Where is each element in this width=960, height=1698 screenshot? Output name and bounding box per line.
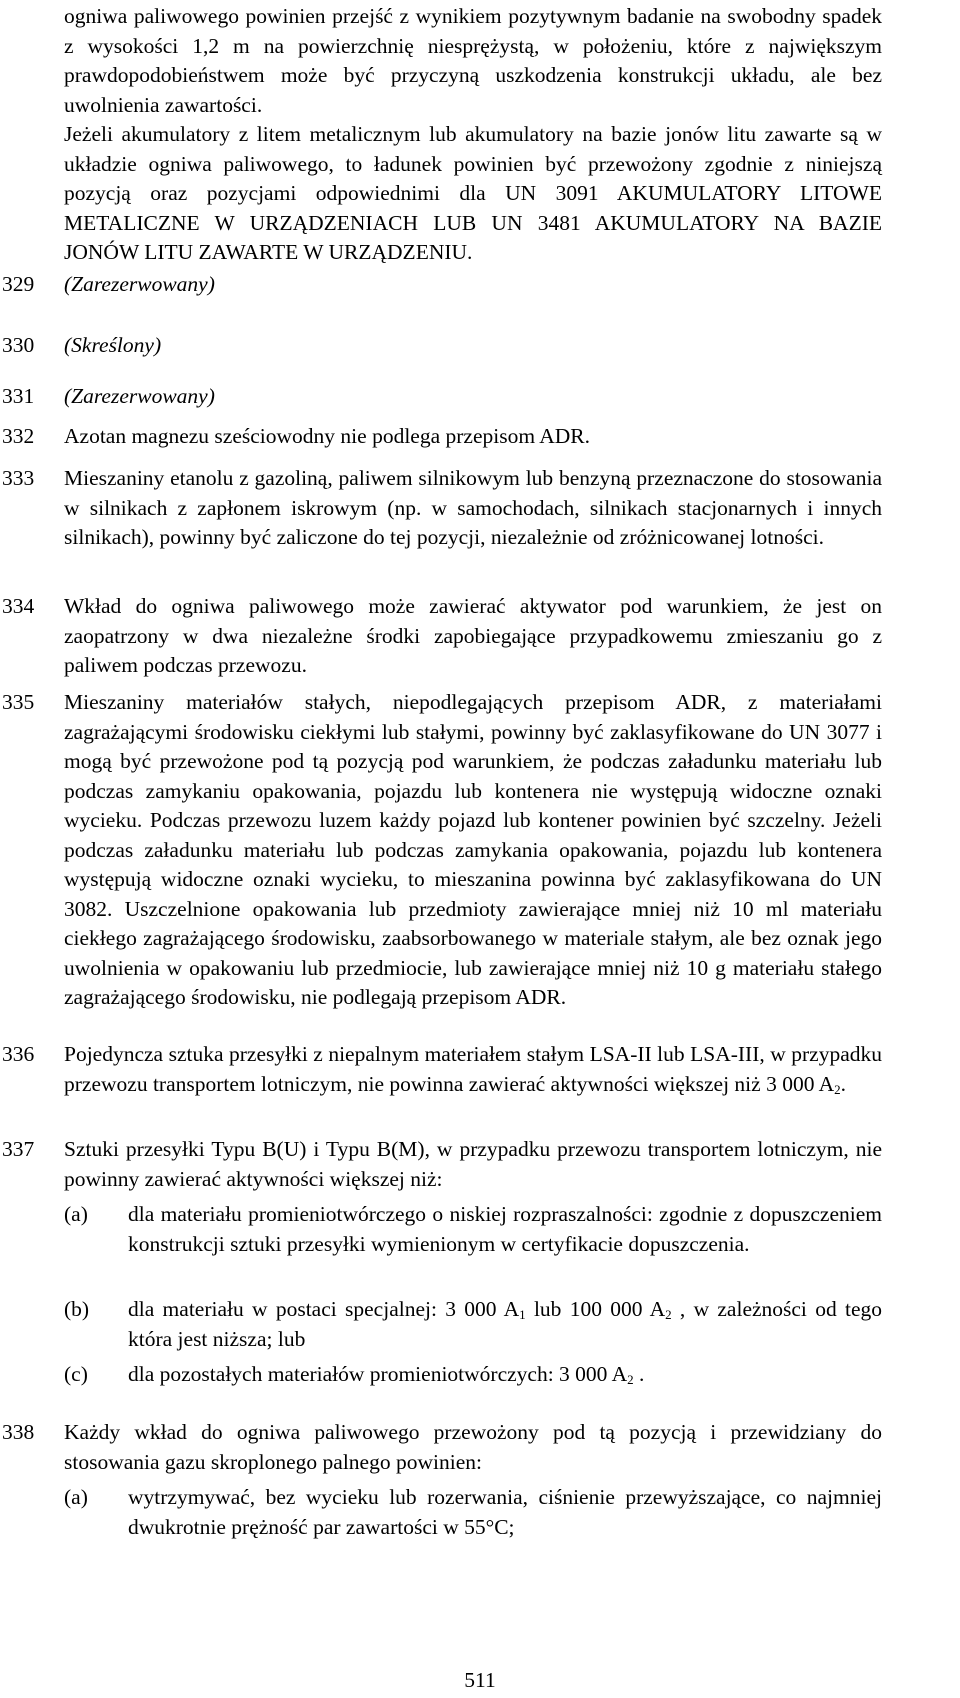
lithium-batteries-paragraph	[64, 120, 882, 268]
item-337-b-part3: , w zależności od tego która jest niższa; lub	[128, 1297, 882, 1351]
provision-number-337: 337	[2, 1137, 35, 1161]
item-338-a-text: wytrzymywać, bez wycieku lub rozerwania, ciśnienie przewyższające, co najmniej dwukrotnie prężność par zawartości w 55°C;	[128, 1485, 882, 1539]
provision-329-text: (Zarezerwowany)	[64, 272, 215, 296]
provision-number-335: 335	[2, 690, 35, 714]
provision-336-main: Pojedyncza sztuka przesyłki z niepalnym materiałem stałym LSA-II lub LSA-III, w przypadku przewozu transportem lotniczym, nie powinna zawierać aktywności większej niż 3 000 A	[64, 1042, 882, 1096]
subscript-1: 1	[519, 1307, 526, 1322]
item-337-a-text: dla materiału promieniotwórczego o niskiej rozpraszalności: zgodnie z dopuszczeniem konstrukcji sztuki przesyłki wymienionym w certyfikacie dopuszczenia.	[128, 1202, 882, 1256]
subscript-2: 2	[627, 1372, 634, 1387]
provision-337-text: Sztuki przesyłki Typu B(U) i Typu B(M), w przypadku przewozu transportem lotniczym, nie powinny zawierać aktywności większej niż:	[64, 1137, 882, 1191]
item-337-c-part2: .	[633, 1362, 645, 1386]
provision-332-text: Azotan magnezu sześciowodny nie podlega przepisom ADR.	[64, 424, 591, 448]
subscript-2: 2	[665, 1307, 672, 1322]
continuation-paragraph: ogniwa paliwowego powinien przejść z wynikiem pozytywnym badanie na swobodny spadek z wysokości 1,2 m na powierzchnię niesprężystą, w położeniu, które z największym prawdopodobieństwem może być przyczyną uszkodzenia konstrukcji układu, ale bez uwolnienia zawartości.	[64, 4, 882, 117]
item-337-b-part2: lub 100 000 A	[525, 1297, 666, 1321]
subscript-2: 2	[834, 1081, 841, 1097]
item-337-b-label: (b)	[64, 1297, 90, 1321]
item-337-b-part1: dla materiału w postaci specjalnej: 3 000 A	[128, 1297, 520, 1321]
provision-331-text: (Zarezerwowany)	[64, 384, 215, 408]
provision-333-text: Mieszaniny etanolu z gazoliną, paliwem silnikowym lub benzyną przeznaczone do stosowania w silnikach z zapłonem iskrowym (np. w samochodach, silnikach stacjonarnych i innych silnikach), powinny być zaliczone do tej pozycji, niezależnie od zróżnicowanej lotności.	[64, 466, 882, 549]
provision-number-331: 331	[2, 384, 35, 408]
page-number: 511	[464, 1668, 496, 1692]
provision-number-338: 338	[2, 1420, 35, 1444]
provision-338-text: Każdy wkład do ogniwa paliwowego przewożony pod tą pozycją i przewidziany do stosowania gazu skroplonego palnego powinien:	[64, 1420, 882, 1474]
provision-number-336: 336	[2, 1042, 35, 1066]
provision-number-334: 334	[2, 594, 35, 618]
item-337-a-label: (a)	[64, 1202, 88, 1226]
provision-number-329: 329	[2, 272, 35, 296]
provision-number-332: 332	[2, 424, 35, 448]
item-337-c-label: (c)	[64, 1362, 88, 1386]
item-338-a-label: (a)	[64, 1485, 88, 1509]
provision-334-text: Wkład do ogniwa paliwowego może zawierać aktywator pod warunkiem, że jest on zaopatrzony w dwa niezależne środki zapobiegające przypadkowemu zmieszaniu go z paliwem podczas przewozu.	[64, 594, 882, 677]
provision-number-330: 330	[2, 333, 35, 357]
item-337-c-text	[128, 1360, 882, 1390]
provision-number-333: 333	[2, 466, 35, 490]
lithium-batteries-text: Jeżeli akumulatory z litem metalicznym lub akumulatory na bazie jonów litu zawarte są w układzie ogniwa paliwowego, to ładunek powinien być przewożony zgodnie z niniejszą pozycją oraz pozycjami odpowiednimi dla UN 3091 AKUMULATORY LITOWE METALICZNE W URZĄDZENIACH LUB UN 3481 AKUMULATORY NA BAZIE JONÓW LITU ZAWARTE W URZĄDZENIU.	[64, 122, 882, 264]
provision-330-text: (Skreślony)	[64, 333, 162, 357]
provision-336-end: .	[840, 1071, 847, 1096]
provision-336-text	[64, 1040, 882, 1099]
item-337-b-text	[128, 1295, 882, 1354]
provision-335-text: Mieszaniny materiałów stałych, niepodlegających przepisom ADR, z materiałami zagrażającymi środowisku ciekłymi lub stałymi, powinny być zaklasyfikowane do UN 3077 i mogą być przewożone pod tą pozycją pod warunkiem, że podczas załadunku materiału lub podczas zamykaniu opakowania, pojazdu lub kontenera nie występują widoczne oznaki wycieku. Podczas przewozu luzem każdy pojazd lub kontener powinien być szczelny. Jeżeli podczas załadunku materiału lub podczas zamykania opakowania, pojazdu lub kontenera występują widoczne oznaki wycieku, to mieszanina powinna być zaklasyfikowana do UN 3082. Uszczelnione opakowania lub przedmioty zawierające mniej niż 10 ml materiału ciekłego zagrażającego środowisku, zaabsorbowanego w materiale stałym, ale bez oznak jego uwolnienia w opakowaniu lub przedmiocie, lub zawierające mniej niż 10 g materiału stałego zagrażającego środowisku, nie podlegają przepisom ADR.	[64, 690, 882, 1009]
item-337-c-part1: dla pozostałych materiałów promieniotwórczych: 3 000 A	[128, 1362, 628, 1386]
